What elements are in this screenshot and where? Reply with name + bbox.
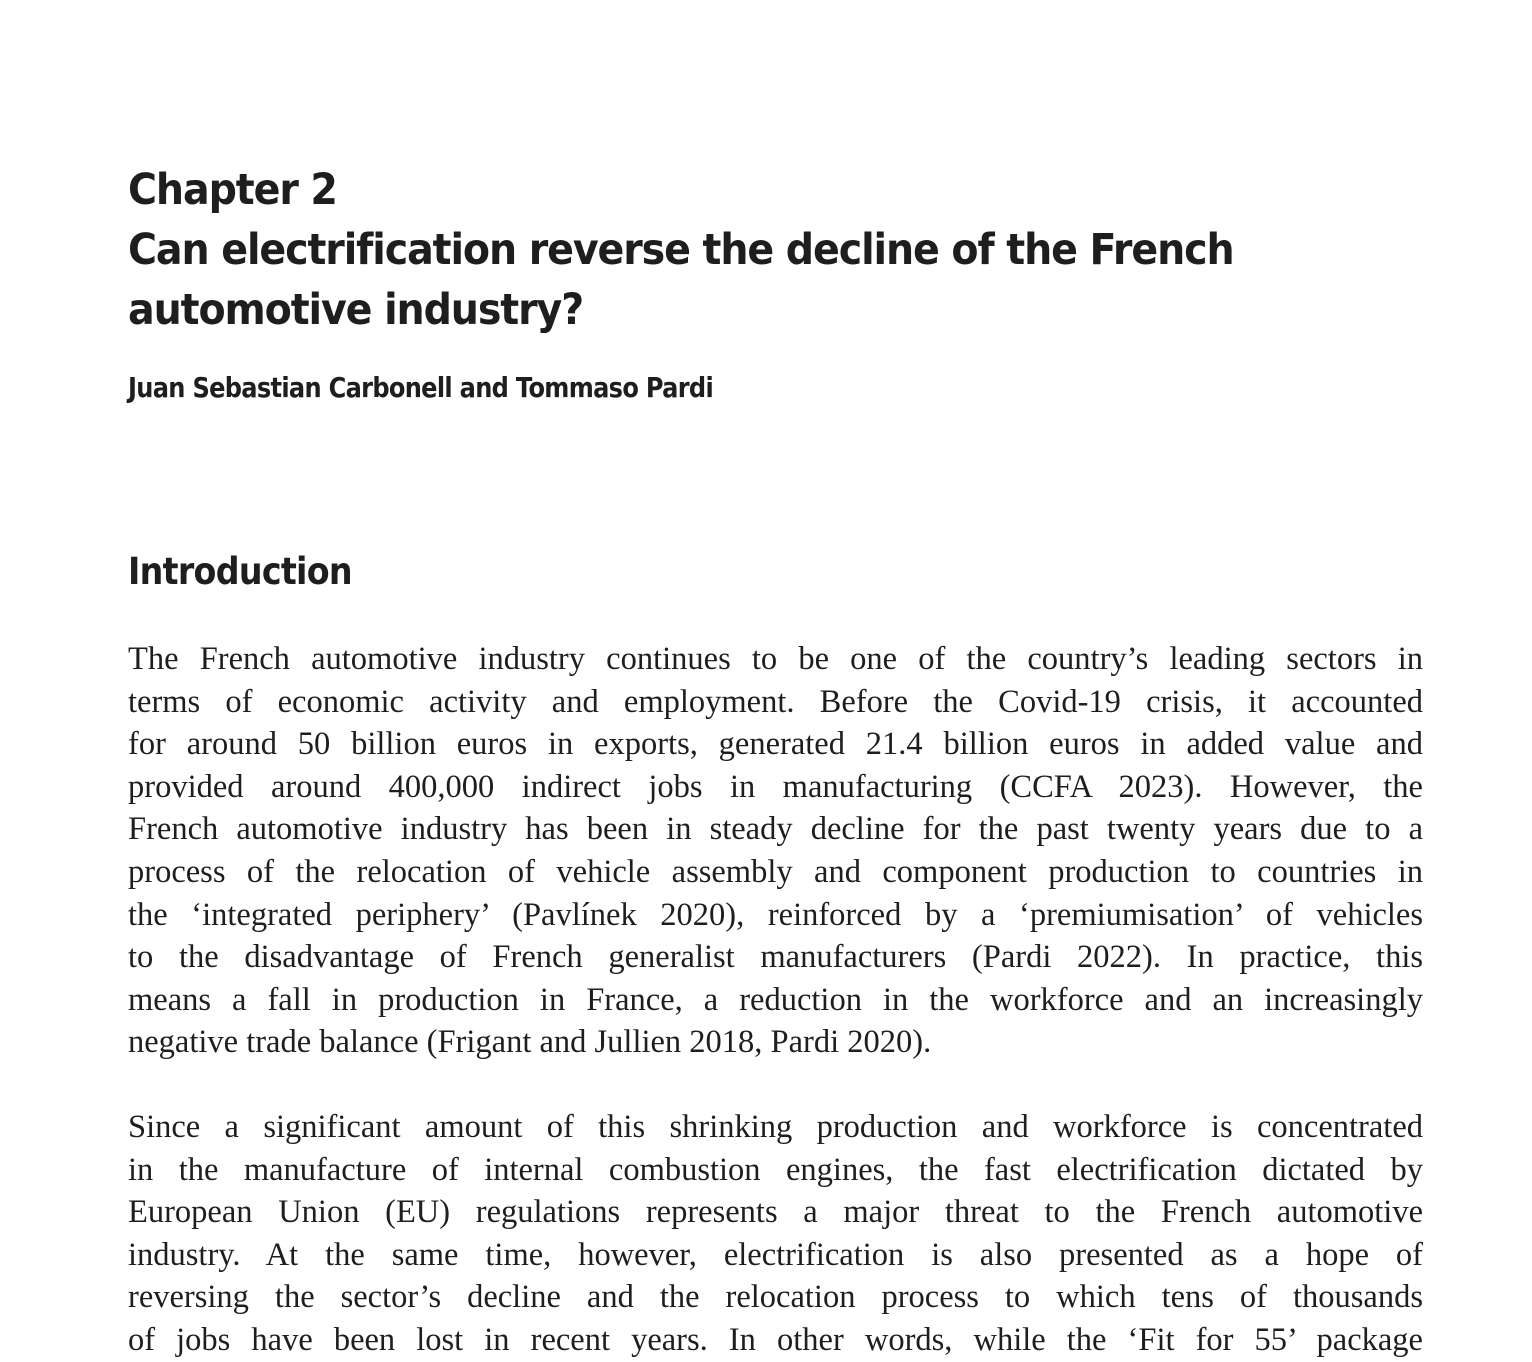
paragraph-line: the ‘integrated periphery’ (Pavlínek 2020), reinforced by a ‘premiumisation’ of vehicles (128, 896, 1423, 933)
paragraph-line: of jobs have been lost in recent years. In other words, while the ‘Fit for 55’ package (128, 1321, 1423, 1358)
body-paragraph (128, 638, 1423, 1064)
paragraph-line: reversing the sector’s decline and the relocation process to which tens of thousands (128, 1279, 1423, 1316)
paragraph-line: Since a significant amount of this shrinking production and workforce is concentrated (128, 1109, 1423, 1145)
paragraph-line: for around 50 billion euros in exports, generated 21.4 billion euros in added value and (128, 726, 1423, 763)
chapter-authors: Juan Sebastian Carbonell and Tommaso Pardi (128, 371, 714, 404)
paragraph-line: European Union (EU) regulations represents a major threat to the French automotive (128, 1194, 1423, 1231)
paragraph-line: French automotive industry has been in steady decline for the past twenty years due to a (128, 811, 1423, 848)
chapter-label: Chapter 2 (128, 165, 337, 215)
paragraph-line: to the disadvantage of French generalist manufacturers (Pardi 2022). In practice, this (128, 939, 1423, 976)
paragraph-line: provided around 400,000 indirect jobs in manufacturing (CCFA 2023). However, the (128, 768, 1423, 805)
paragraph-line: terms of economic activity and employment. Before the Covid-19 crisis, it accounted (128, 683, 1423, 720)
paragraph-line: negative trade balance (Frigant and Jullien 2018, Pardi 2020). (128, 1024, 932, 1061)
chapter-heading (128, 160, 1319, 340)
body-paragraph (128, 1106, 1423, 1362)
paragraph-line: in the manufacture of internal combustion engines, the fast electrification dictated by (128, 1151, 1423, 1188)
paragraph-line: means a fall in production in France, a reduction in the workforce and an increasingly (128, 981, 1423, 1018)
paragraph-line: The French automotive industry continues to be one of the country’s leading sectors in (128, 641, 1423, 677)
section-heading: Introduction (128, 550, 352, 593)
paragraph-line: industry. At the same time, however, electrification is also presented as a hope of (128, 1236, 1423, 1273)
chapter-title-line: automotive industry? (128, 285, 584, 335)
chapter-title-line: Can electrification reverse the decline of the French (128, 225, 1234, 275)
paragraph-line: process of the relocation of vehicle assembly and component production to countries in (128, 853, 1423, 890)
